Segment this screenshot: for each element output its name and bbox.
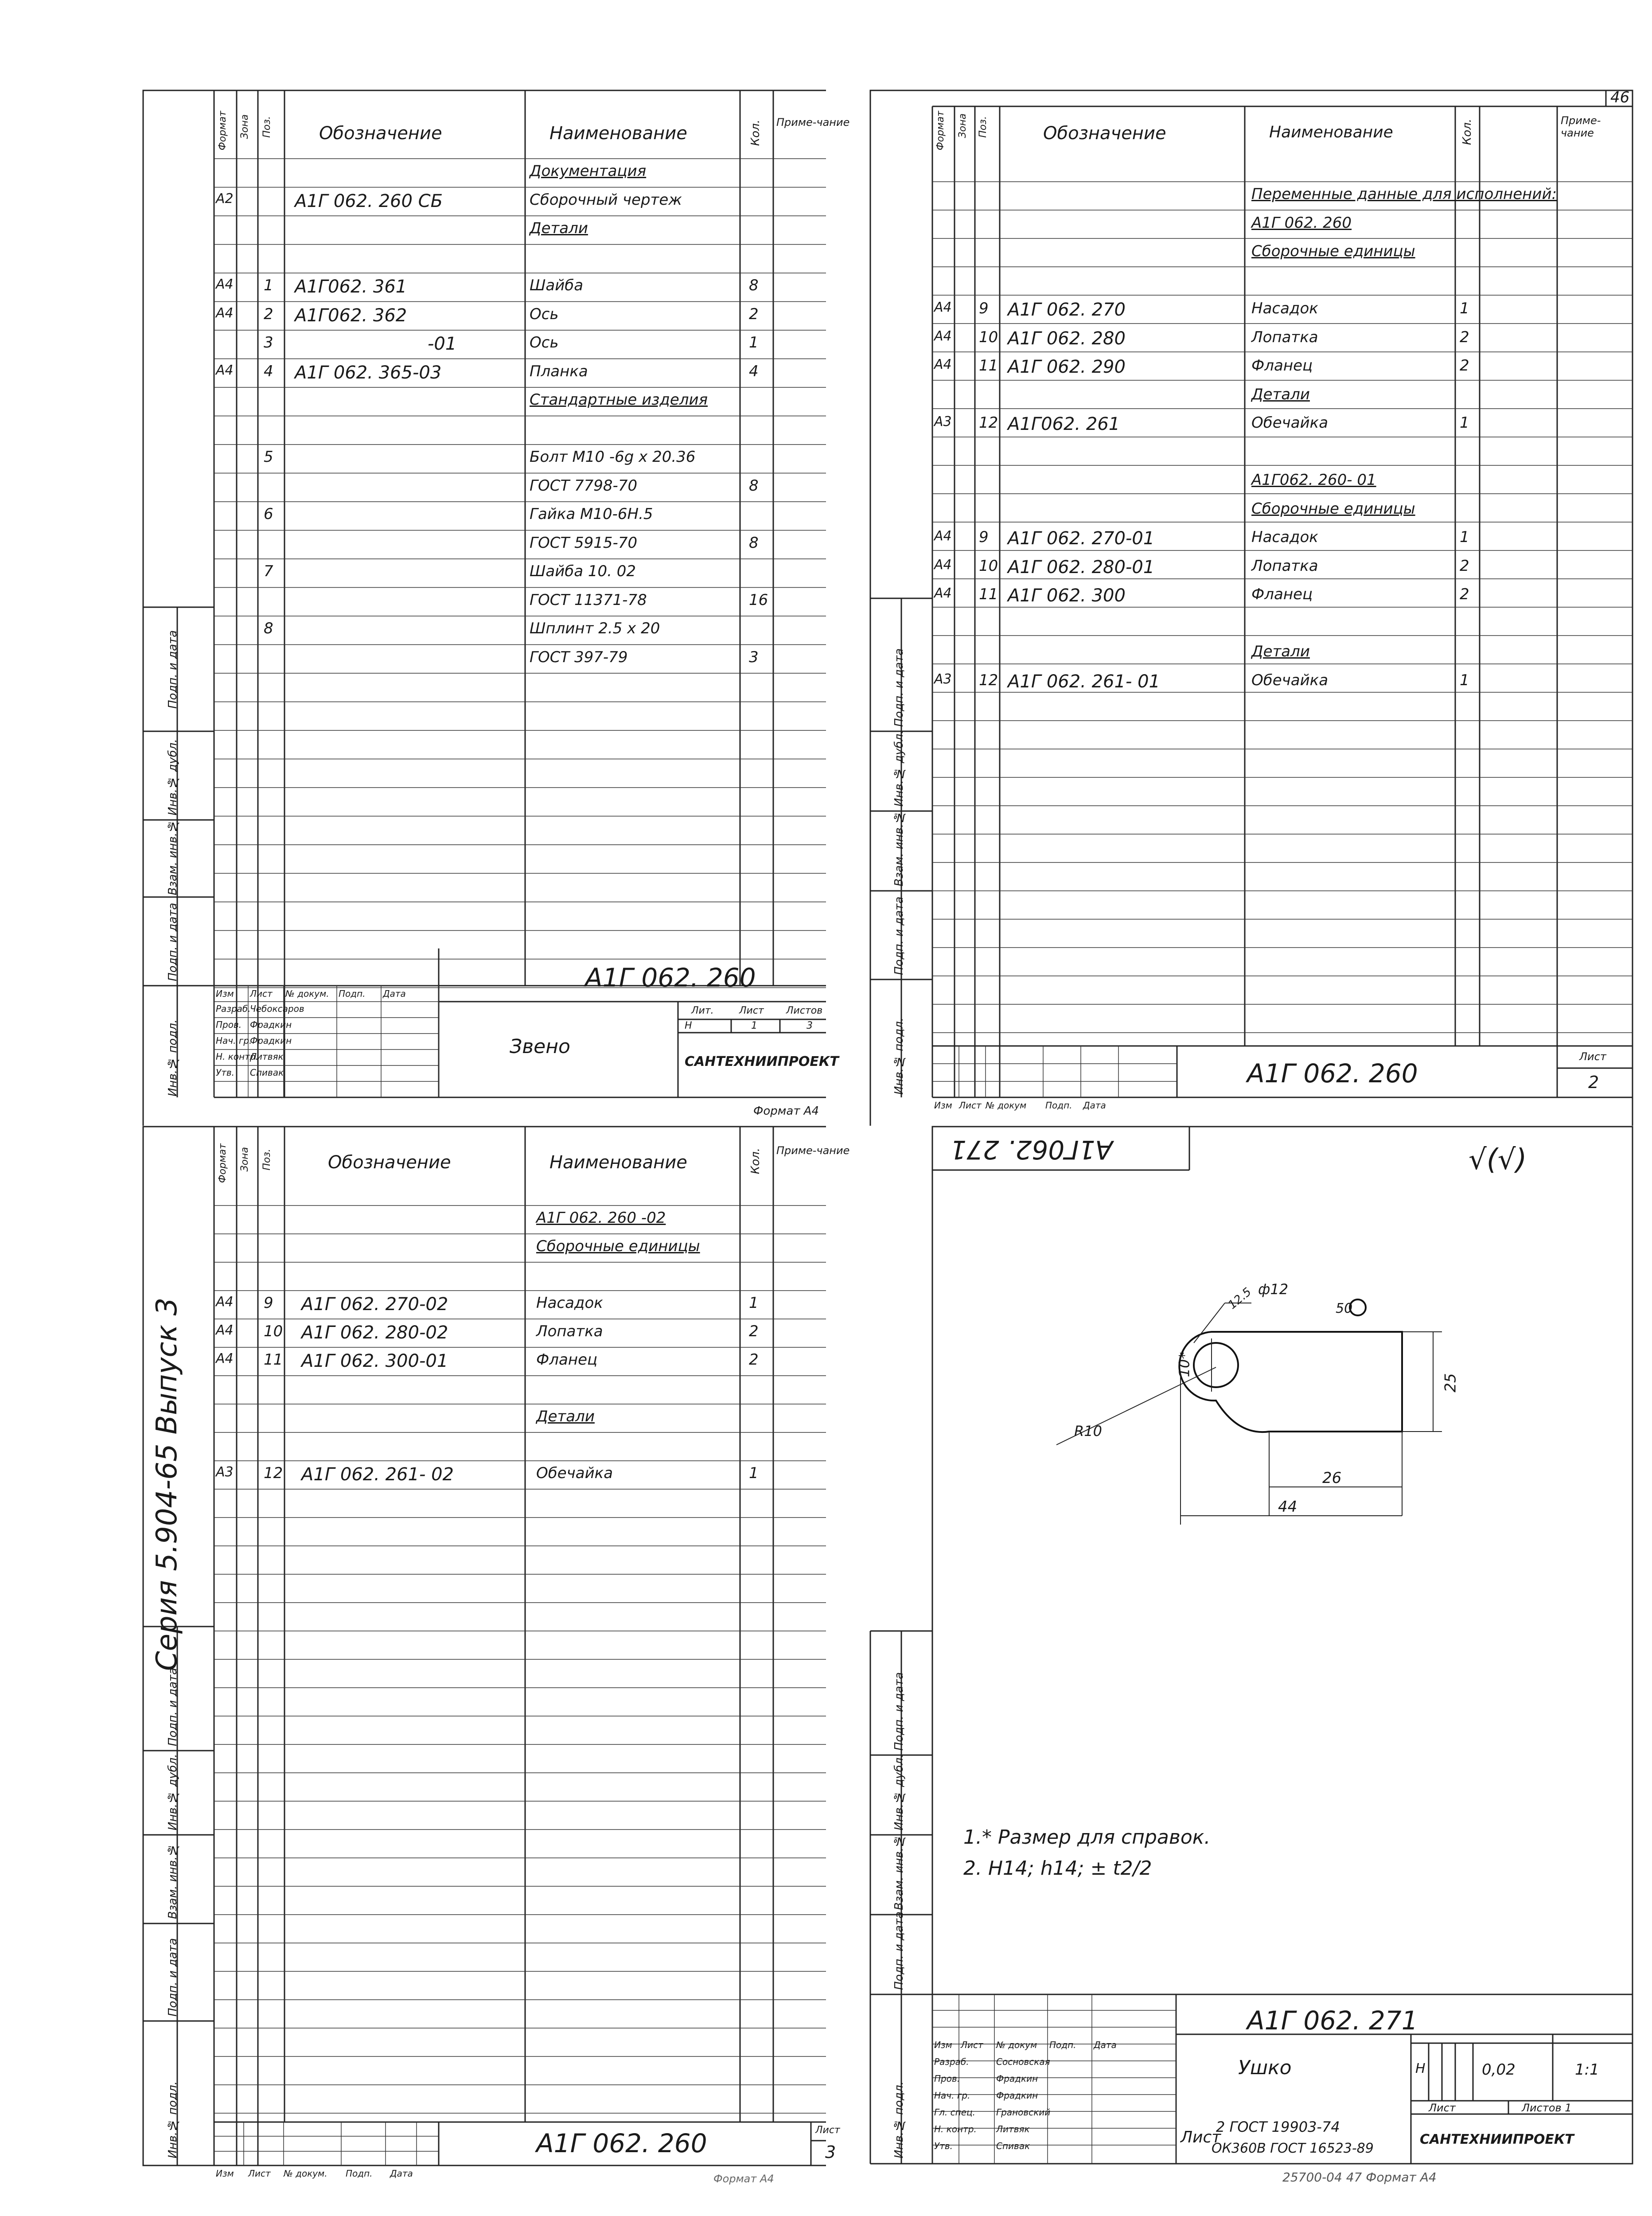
tb-person: Чебоксаров — [250, 1003, 304, 1014]
cell-name: Обечайка — [1251, 671, 1329, 689]
doc-name: Ушко — [1238, 2056, 1292, 2079]
dim-height: 25 — [1442, 1373, 1460, 1393]
cell-format: А4 — [216, 1323, 234, 1338]
sheet-3 — [0, 1126, 850, 2216]
tb-person: Литвяк — [996, 2124, 1030, 2134]
tb-header-cell: № докум — [996, 2040, 1037, 2050]
cell-name: Гайка М10-6Н.5 — [530, 505, 653, 523]
cell-name: Ось — [530, 305, 559, 323]
side-label: Подп. и дата — [892, 1672, 906, 1751]
cell-pos: 8 — [264, 620, 273, 637]
cell-format: А4 — [216, 305, 234, 321]
cell-qty: 2 — [1460, 357, 1469, 375]
tb-person: Сосновская — [996, 2056, 1050, 2067]
tb-header-cell: Изм — [934, 2040, 952, 2050]
cell-format: А4 — [934, 300, 952, 315]
tb-header-cell: Лист — [248, 2168, 271, 2179]
side-label: Инв.№ подл. — [166, 2081, 179, 2158]
tb-header-cell: Изм — [216, 2168, 234, 2179]
col-pos: Поз. — [261, 116, 273, 138]
dim-height-ref: 10* — [1176, 1352, 1193, 1377]
tb-header-cell: Подп. — [1049, 2040, 1076, 2050]
col-format: Формат — [935, 111, 946, 151]
side-label: Взам. инв.№ — [892, 810, 906, 886]
format-label: Формат А4 — [753, 1104, 819, 1118]
cell-format: А4 — [934, 585, 952, 601]
note-1: 1.* Размер для справок. — [963, 1826, 1211, 1849]
cell-designation: А1Г062. 261 — [1008, 414, 1120, 434]
cell-pos: 9 — [979, 300, 989, 317]
tb-role: Н. контр. — [216, 1051, 258, 1062]
cell-qty: 1 — [1460, 414, 1469, 432]
sheet: 3 — [825, 2142, 836, 2162]
cell-name: Детали — [530, 219, 588, 237]
cell-name: Насадок — [1251, 528, 1318, 546]
tb-header-cell: Подп. — [1045, 1100, 1072, 1111]
cell-qty: 2 — [749, 305, 759, 323]
sheet-4 — [826, 1126, 1652, 2216]
col-zone: Зона — [957, 113, 968, 138]
cell-pos: 10 — [979, 557, 998, 575]
cell-designation: -01 — [428, 334, 457, 354]
sheet: 1 — [751, 1020, 757, 1031]
cell-name: Ось — [530, 334, 559, 351]
cell-qty: 1 — [1460, 300, 1469, 317]
cell-pos: 4 — [264, 362, 273, 380]
side-label: Взам. инв.№ — [166, 1843, 179, 1919]
tb-role: Утв. — [216, 1067, 234, 1078]
col-pos: Поз. — [261, 1149, 273, 1170]
cell-qty: 2 — [749, 1351, 759, 1369]
side-label: Инв.№ дубл. — [166, 1754, 179, 1830]
tb-role: Пров. — [216, 1019, 242, 1030]
tb-person: Литвяк — [250, 1051, 284, 1062]
cell-name: Детали — [536, 1408, 595, 1425]
cell-name: Сборочные единицы — [1251, 242, 1415, 260]
cell-format: А3 — [216, 1464, 234, 1480]
side-label: Подп. и дата — [166, 1938, 179, 2017]
side-label: Подп. и дата — [892, 648, 906, 727]
tb-role: Пров. — [934, 2073, 960, 2084]
cell-name: Обечайка — [1251, 414, 1329, 432]
cell-designation: А1Г 062. 300 — [1008, 585, 1126, 606]
tb-person: Фрадкин — [996, 2073, 1038, 2084]
dim-radius: R10 — [1074, 1423, 1102, 1440]
cell-pos: 10 — [979, 328, 998, 346]
material-line-2: ОК360В ГОСТ 16523-89 — [1212, 2141, 1374, 2156]
cell-qty: 8 — [749, 476, 759, 495]
col-qty: Кол. — [1461, 119, 1474, 145]
tb-role: Утв. — [934, 2141, 953, 2151]
dim-hole: ф12 — [1258, 1281, 1289, 1298]
tb-header-cell: Подп. — [339, 988, 366, 999]
col-qty: Кол. — [749, 120, 762, 146]
col-name: Наименование — [549, 1152, 687, 1173]
tb-role: Нач. гр. — [934, 2090, 970, 2101]
side-label: Подп. и дата — [166, 630, 179, 709]
cell-format: А4 — [216, 362, 234, 378]
cell-name: Лопатка — [1251, 328, 1318, 346]
tb-role: Разраб. — [216, 1003, 251, 1014]
cell-name: ГОСТ 397-79 — [530, 648, 628, 666]
tb-header-cell: Лист — [250, 988, 273, 999]
tb-role: Разраб. — [934, 2056, 969, 2067]
material-prefix: Лист — [1181, 2128, 1221, 2146]
tb-person: Фрадкин — [996, 2090, 1038, 2101]
doc-number: А1Г 062. 260 — [1247, 1058, 1418, 1088]
cell-pos: 2 — [264, 305, 273, 323]
side-label: Инв.№ дубл. — [892, 730, 906, 807]
cell-name: Насадок — [536, 1294, 603, 1312]
cell-pos: 12 — [979, 671, 998, 689]
tb-person: Грановский — [996, 2107, 1051, 2118]
tb-header-cell: Подп. — [346, 2168, 373, 2179]
cell-format: А4 — [934, 528, 952, 544]
series-label: Серия 5.904-65 Выпуск 3 — [151, 1297, 183, 1671]
sheet-2 — [826, 0, 1652, 1126]
col-qty: Кол. — [749, 1148, 762, 1174]
sheet-label: Лист — [815, 2125, 840, 2136]
col-zone: Зона — [239, 114, 250, 139]
cell-name: Стандартные изделия — [530, 391, 708, 409]
cell-qty: 3 — [749, 648, 759, 666]
tb-header-cell: Дата — [383, 988, 406, 999]
side-label: Инв.№ подл. — [166, 1019, 179, 1096]
cell-name: Фланец — [1251, 357, 1313, 375]
cell-designation: А1Г 062. 290 — [1008, 357, 1126, 377]
organization: САНТЕХНИИПРОЕКТ — [685, 1054, 839, 1069]
sheet-label: Лист — [739, 1005, 764, 1016]
tb-role: Нач. гр. — [216, 1035, 252, 1046]
dim-chamfer: 12.5 — [1226, 1285, 1254, 1312]
cell-format: А4 — [934, 328, 952, 344]
sheets: 3 — [807, 1020, 813, 1031]
cell-pos: 11 — [264, 1351, 283, 1369]
cell-qty: 8 — [749, 277, 759, 294]
cell-qty: 1 — [749, 1294, 759, 1312]
cell-format: А4 — [216, 1294, 234, 1310]
cell-name: ГОСТ 11371-78 — [530, 591, 647, 609]
sheet-label: Лист — [1579, 1050, 1606, 1063]
cell-name: Фланец — [536, 1351, 598, 1369]
side-label: Инв.№ подл. — [892, 1017, 906, 1095]
cell-name: Документация — [530, 162, 647, 180]
cell-pos: 6 — [264, 505, 273, 523]
cell-qty: 8 — [749, 534, 759, 552]
cell-format: А3 — [934, 414, 952, 429]
cell-pos: 7 — [264, 562, 273, 580]
tb-header-cell: Лист — [959, 1100, 982, 1111]
col-name: Наименование — [549, 123, 687, 144]
tb-header-cell: № докум. — [284, 2168, 327, 2179]
cell-designation: А1Г 062. 280-01 — [1008, 557, 1155, 577]
tb-person: Фрадкин — [250, 1019, 292, 1030]
cell-name: Сборочный чертеж — [530, 191, 682, 209]
cell-designation: А1Г 062. 261- 02 — [301, 1464, 454, 1485]
cell-name: Шайба 10. 02 — [530, 562, 636, 580]
cell-pos: 11 — [979, 357, 998, 375]
cell-qty: 1 — [1460, 671, 1469, 689]
side-label: Подп. и дата — [166, 1667, 179, 1746]
dim-width-1: 26 — [1322, 1469, 1342, 1487]
side-label: Взам. инв.№ — [892, 1834, 906, 1910]
cell-name: Детали — [1251, 385, 1310, 403]
col-designation: Обозначение — [319, 123, 442, 144]
col-pos: Поз. — [978, 116, 989, 138]
cell-name: Планка — [530, 362, 588, 380]
cell-qty: 2 — [749, 1323, 759, 1340]
sheet-1-grid — [0, 0, 826, 1126]
cell-name: А1Г 062. 260 — [1251, 214, 1352, 232]
col-note: Приме-чание — [776, 1144, 850, 1157]
sheet-label: Лист — [1429, 2102, 1456, 2114]
col-note: Приме-чание — [1561, 114, 1601, 139]
col-designation: Обозначение — [328, 1152, 451, 1173]
sheet: 2 — [1588, 1073, 1599, 1092]
cell-format: А3 — [934, 671, 952, 687]
cell-name: Сборочные единицы — [1251, 499, 1415, 518]
cell-designation: А1Г 062. 365-03 — [295, 362, 442, 383]
cell-qty: 1 — [749, 1464, 759, 1482]
cell-name: А1Г062. 260- 01 — [1251, 471, 1376, 489]
sheet-1 — [0, 0, 850, 1126]
cell-pos: 11 — [979, 585, 998, 603]
cell-pos: 3 — [264, 334, 273, 351]
doc-number: А1Г 062. 271 — [1247, 2005, 1418, 2036]
side-label: Подп. и дата — [892, 1911, 906, 1990]
cell-name: Обечайка — [536, 1464, 613, 1482]
sheet-4-drawing — [826, 1126, 1652, 2216]
cell-format: А4 — [216, 1351, 234, 1366]
dim-mark: 50 — [1336, 1301, 1353, 1316]
doc-number: А1Г 062. 260 — [585, 963, 756, 993]
cell-pos: 5 — [264, 448, 273, 466]
col-name: Наименование — [1269, 123, 1393, 141]
cell-name: Сборочные единицы — [536, 1237, 700, 1255]
page-number: 46 — [1610, 89, 1630, 106]
cell-pos: 10 — [264, 1323, 283, 1340]
cell-format: А4 — [216, 277, 234, 292]
cell-name: Фланец — [1251, 585, 1313, 603]
doc-number: А1Г 062. 260 — [536, 2128, 707, 2158]
cell-qty: 4 — [749, 362, 759, 380]
col-format: Формат — [217, 1143, 228, 1183]
cell-designation: А1Г 062. 280 — [1008, 328, 1126, 349]
cell-name: ГОСТ 5915-70 — [530, 534, 638, 552]
cell-name: Шайба — [530, 277, 584, 294]
format-label: Формат А4 — [713, 2173, 774, 2185]
tb-header-cell: № докум — [986, 1100, 1027, 1111]
cell-pos: 12 — [264, 1464, 283, 1482]
cell-pos: 1 — [264, 277, 273, 294]
cell-qty: 2 — [1460, 557, 1469, 575]
lit: Н — [685, 1020, 692, 1031]
side-label: Взам. инв.№ — [166, 819, 179, 895]
col-designation: Обозначение — [1043, 123, 1166, 144]
cell-name: Лопатка — [536, 1323, 603, 1340]
part-outline — [1179, 1299, 1402, 1432]
cell-designation: А1Г 062. 260 СБ — [295, 191, 443, 211]
mass: 0,02 — [1482, 2061, 1516, 2079]
col-format: Формат — [217, 111, 228, 151]
cell-name: Детали — [1251, 643, 1310, 660]
cell-format: А4 — [934, 357, 952, 372]
cell-name: А1Г 062. 260 -02 — [536, 1209, 666, 1227]
lit-label: Лит. — [691, 1005, 714, 1016]
tb-header-cell: № докум. — [285, 988, 329, 999]
tb-role: Н. контр. — [934, 2124, 977, 2134]
tb-person: Спивак — [996, 2141, 1030, 2151]
tb-role: Гл. спец. — [934, 2107, 975, 2118]
sheet-3-grid — [0, 1126, 826, 2216]
tb-person: Спивак — [250, 1067, 284, 1078]
note-2: 2. H14; h14; ± t2/2 — [963, 1857, 1152, 1880]
dimension-lines — [1056, 1303, 1442, 1525]
tb-header-cell: Изм — [934, 1100, 952, 1111]
tb-header-cell: Лист — [961, 2040, 983, 2050]
cell-designation: А1Г 062. 270-02 — [301, 1294, 448, 1315]
scale: 1:1 — [1575, 2061, 1599, 2079]
roughness-mark: √(√) — [1469, 1143, 1527, 1176]
cell-name: ГОСТ 7798-70 — [530, 476, 638, 495]
sheets-label: Листов — [786, 1005, 823, 1016]
tb-person: Фрадкин — [250, 1035, 292, 1046]
cell-format: А4 — [934, 557, 952, 573]
col-note: Приме-чание — [776, 116, 850, 129]
cell-qty: 1 — [1460, 528, 1469, 546]
tb-header-cell: Изм — [216, 988, 234, 999]
side-label: Подп. и дата — [166, 902, 179, 981]
cell-qty: 2 — [1460, 585, 1469, 603]
cell-designation: А1Г 062. 270 — [1008, 300, 1126, 320]
footer: 25700-04 47 Формат А4 — [1282, 2170, 1437, 2185]
cell-pos: 12 — [979, 414, 998, 432]
cell-pos: 9 — [979, 528, 989, 546]
cell-qty: 1 — [749, 334, 759, 351]
cell-name: Переменные данные для исполнений: — [1251, 185, 1557, 203]
organization: САНТЕХНИИПРОЕКТ — [1420, 2132, 1574, 2147]
col-zone: Зона — [239, 1147, 250, 1172]
cell-qty: 2 — [1460, 328, 1469, 346]
cell-designation: А1Г 062. 280-02 — [301, 1323, 448, 1343]
cell-designation: А1Г062. 362 — [295, 305, 407, 326]
cell-designation: А1Г 062. 270-01 — [1008, 528, 1155, 549]
lit: Н — [1415, 2061, 1426, 2076]
doc-name: Звено — [510, 1035, 570, 1058]
cell-pos: 9 — [264, 1294, 273, 1312]
side-label: Подп. и дата — [892, 896, 906, 975]
cell-qty: 16 — [749, 591, 768, 609]
side-label: Инв.№ дубл. — [892, 1754, 906, 1830]
tb-header-cell: Дата — [1094, 2040, 1117, 2050]
cell-designation: А1Г 062. 261- 01 — [1008, 671, 1160, 692]
cell-format: А2 — [216, 191, 234, 207]
side-label: Инв.№ дубл. — [166, 739, 179, 815]
cell-designation: А1Г 062. 300-01 — [301, 1351, 448, 1371]
cell-name: Насадок — [1251, 300, 1318, 317]
cell-designation: А1Г062. 361 — [295, 277, 407, 297]
cell-name: Шплинт 2.5 x 20 — [530, 620, 660, 637]
dim-width-2: 44 — [1278, 1498, 1297, 1516]
tb-header-cell: Дата — [390, 2168, 413, 2179]
stamp-mirrored: А1Г062. 271 — [950, 1135, 1113, 1165]
cell-name: Болт М10 -6g x 20.36 — [530, 448, 696, 466]
tb-header-cell: Дата — [1083, 1100, 1106, 1111]
material-line-1: 2 ГОСТ 19903-74 — [1216, 2118, 1340, 2135]
cell-name: Лопатка — [1251, 557, 1318, 575]
side-label: Инв.№ подл. — [892, 2081, 906, 2158]
sheets-label: Листов 1 — [1522, 2102, 1572, 2114]
